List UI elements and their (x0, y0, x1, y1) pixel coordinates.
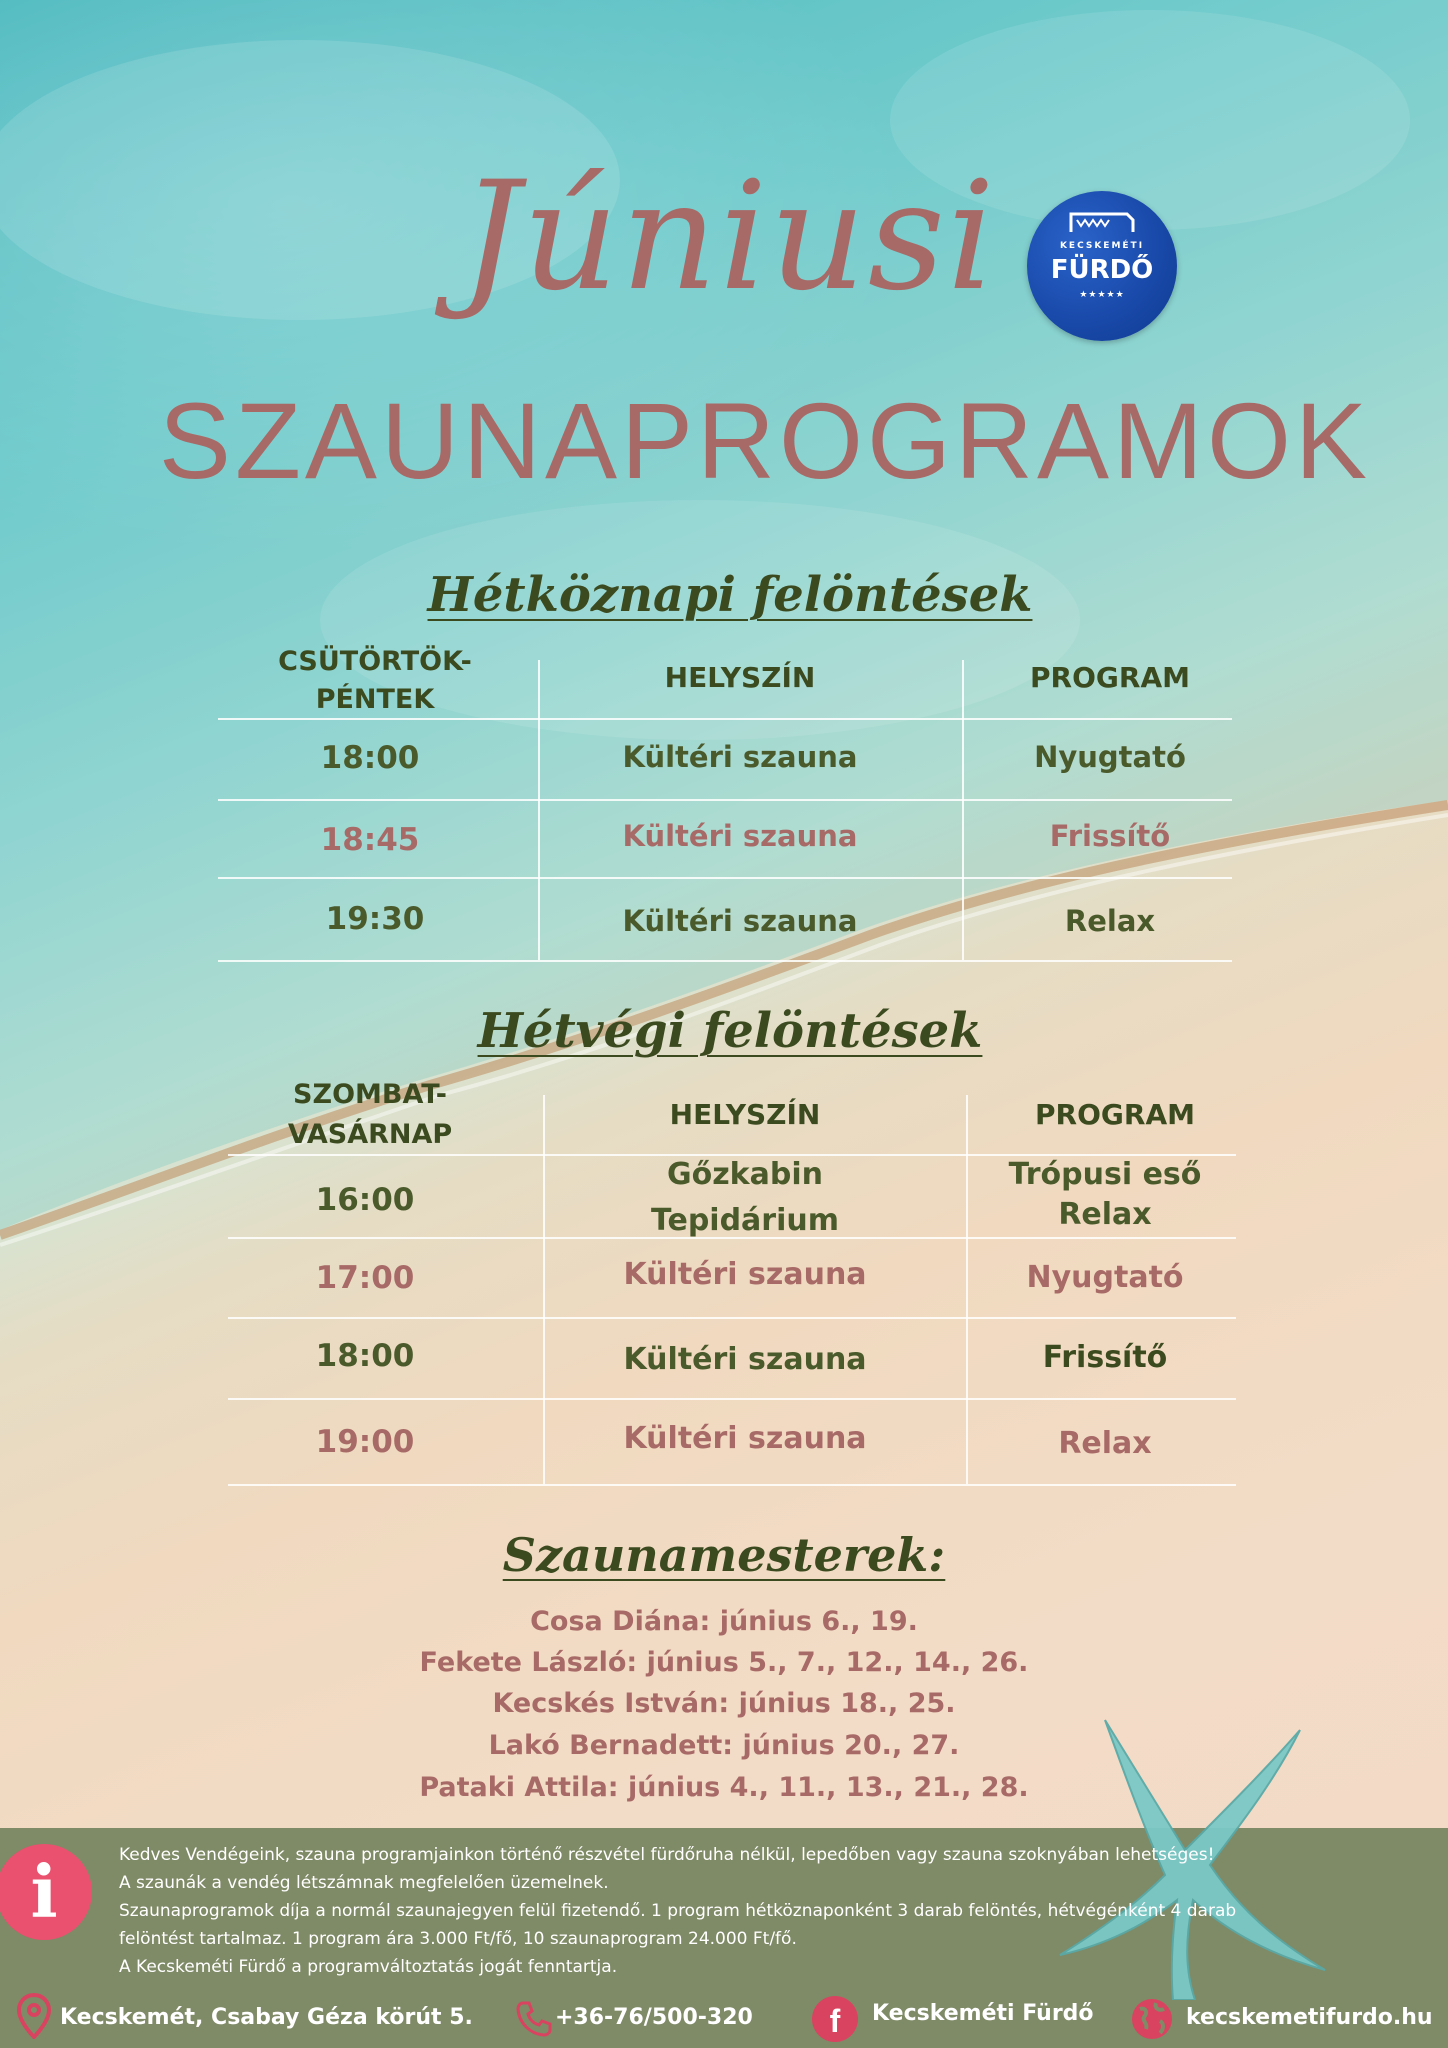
logo-stars: ★★★★★ (1079, 290, 1125, 300)
contact-website: kecskemetifurdo.hu (1186, 2005, 1433, 2030)
weekday-row-1-time: 18:00 (320, 740, 420, 776)
weekday-section-title: Hétköznapi felöntések (427, 567, 1033, 623)
contact-facebook: Kecskeméti Fürdő (872, 2001, 1094, 2026)
weekday-row-1-place: Kültéri szauna (622, 740, 858, 774)
weekend-row-4-place: Kültéri szauna (623, 1421, 867, 1456)
info-line-3: Szaunaprogramok díja a normál szaunajegyen felül fizetendő. 1 program hétköznaponként 3 darab felöntés, hétvégénként 4 darab (119, 1901, 1237, 1921)
weekend-header-place: HELYSZÍN (669, 1098, 821, 1131)
info-line-4: felöntést tartalmaz. 1 program ára 3.000 Ft/fő, 10 szaunaprogram 24.000 Ft/fő. (119, 1929, 797, 1949)
contact-address: Kecskemét, Csabay Géza körút 5. (60, 2005, 473, 2030)
weekend-row-4-program: Relax (1058, 1426, 1152, 1461)
weekday-row-3-time: 19:30 (325, 901, 425, 937)
weekend-row-1-place: Gőzkabin Tepidárium (651, 1157, 839, 1238)
master-item-3: Kecskés István: június 18., 25. (492, 1688, 956, 1719)
weekday-row-2-program: Frissítő (1049, 819, 1171, 853)
weekend-row-2-program: Nyugtató (1026, 1260, 1184, 1295)
weekend-header-day: SZOMBAT- VASÁRNAP (287, 1079, 453, 1150)
kecskemeti-furdo-logo (1027, 191, 1177, 341)
weekday-row-2-place: Kültéri szauna (622, 819, 858, 853)
master-item-4: Lakó Bernadett: június 20., 27. (488, 1730, 960, 1761)
weekend-section-title: Hétvégi felöntések (477, 1003, 983, 1059)
logo-top-text: KECSKEMÉTI (1059, 241, 1145, 251)
info-line-2: A szaunák a vendég létszámnak megfelelően üzemelnek. (119, 1873, 609, 1893)
masters-section-title: Szaunamesterek: (502, 1528, 946, 1582)
weekend-row-4-time: 19:00 (315, 1424, 415, 1460)
weekend-row-2-place: Kültéri szauna (623, 1257, 867, 1292)
logo-main-text: FÜRDŐ (1050, 255, 1154, 285)
weekday-header-program: PROGRAM (1030, 661, 1190, 694)
weekend-header-program: PROGRAM (1035, 1098, 1195, 1131)
weekday-row-3-program: Relax (1064, 904, 1156, 938)
master-item-2: Fekete László: június 5., 7., 12., 14., 26. (419, 1647, 1029, 1678)
info-line-1: Kedves Vendégeink, szauna programjainkon történő részvétel fürdőruha nélkül, lepedőben vagy szauna szoknyában lehetséges! (119, 1845, 1215, 1865)
weekend-row-3-program: Frissítő (1042, 1340, 1168, 1375)
weekday-row-3-place: Kültéri szauna (622, 904, 858, 938)
master-item-1: Cosa Diána: június 6., 19. (530, 1606, 918, 1637)
page-title: SZAUNAPROGRAMOK (158, 380, 1372, 501)
weekend-row-3-time: 18:00 (315, 1338, 415, 1374)
weekday-header-place: HELYSZÍN (664, 661, 816, 694)
location-pin-icon (16, 1993, 52, 2039)
weekday-row-2-time: 18:45 (320, 822, 420, 858)
info-icon: i (0, 1844, 92, 1940)
info-line-5: A Kecskeméti Fürdő a programváltoztatás jogát fenntartja. (119, 1957, 618, 1977)
contact-phone: +36-76/500-320 (555, 2005, 753, 2030)
title-script: Júniusi (460, 150, 997, 324)
weekend-row-1-program: Trópusi eső Relax (1008, 1157, 1202, 1232)
globe-icon (1130, 1997, 1174, 2041)
phone-icon (515, 2000, 553, 2038)
weekday-header-day: CSÜTÖRTÖK- PÉNTEK (278, 646, 472, 715)
weekend-row-1-time: 16:00 (315, 1182, 415, 1218)
master-item-5: Pataki Attila: június 4., 11., 13., 21., 28. (419, 1772, 1029, 1803)
weekend-row-3-place: Kültéri szauna (623, 1342, 867, 1377)
facebook-icon: f (812, 1996, 858, 2042)
weekend-row-2-time: 17:00 (315, 1260, 415, 1296)
pool-icon (1067, 206, 1137, 238)
weekday-row-1-program: Nyugtató (1034, 740, 1186, 774)
